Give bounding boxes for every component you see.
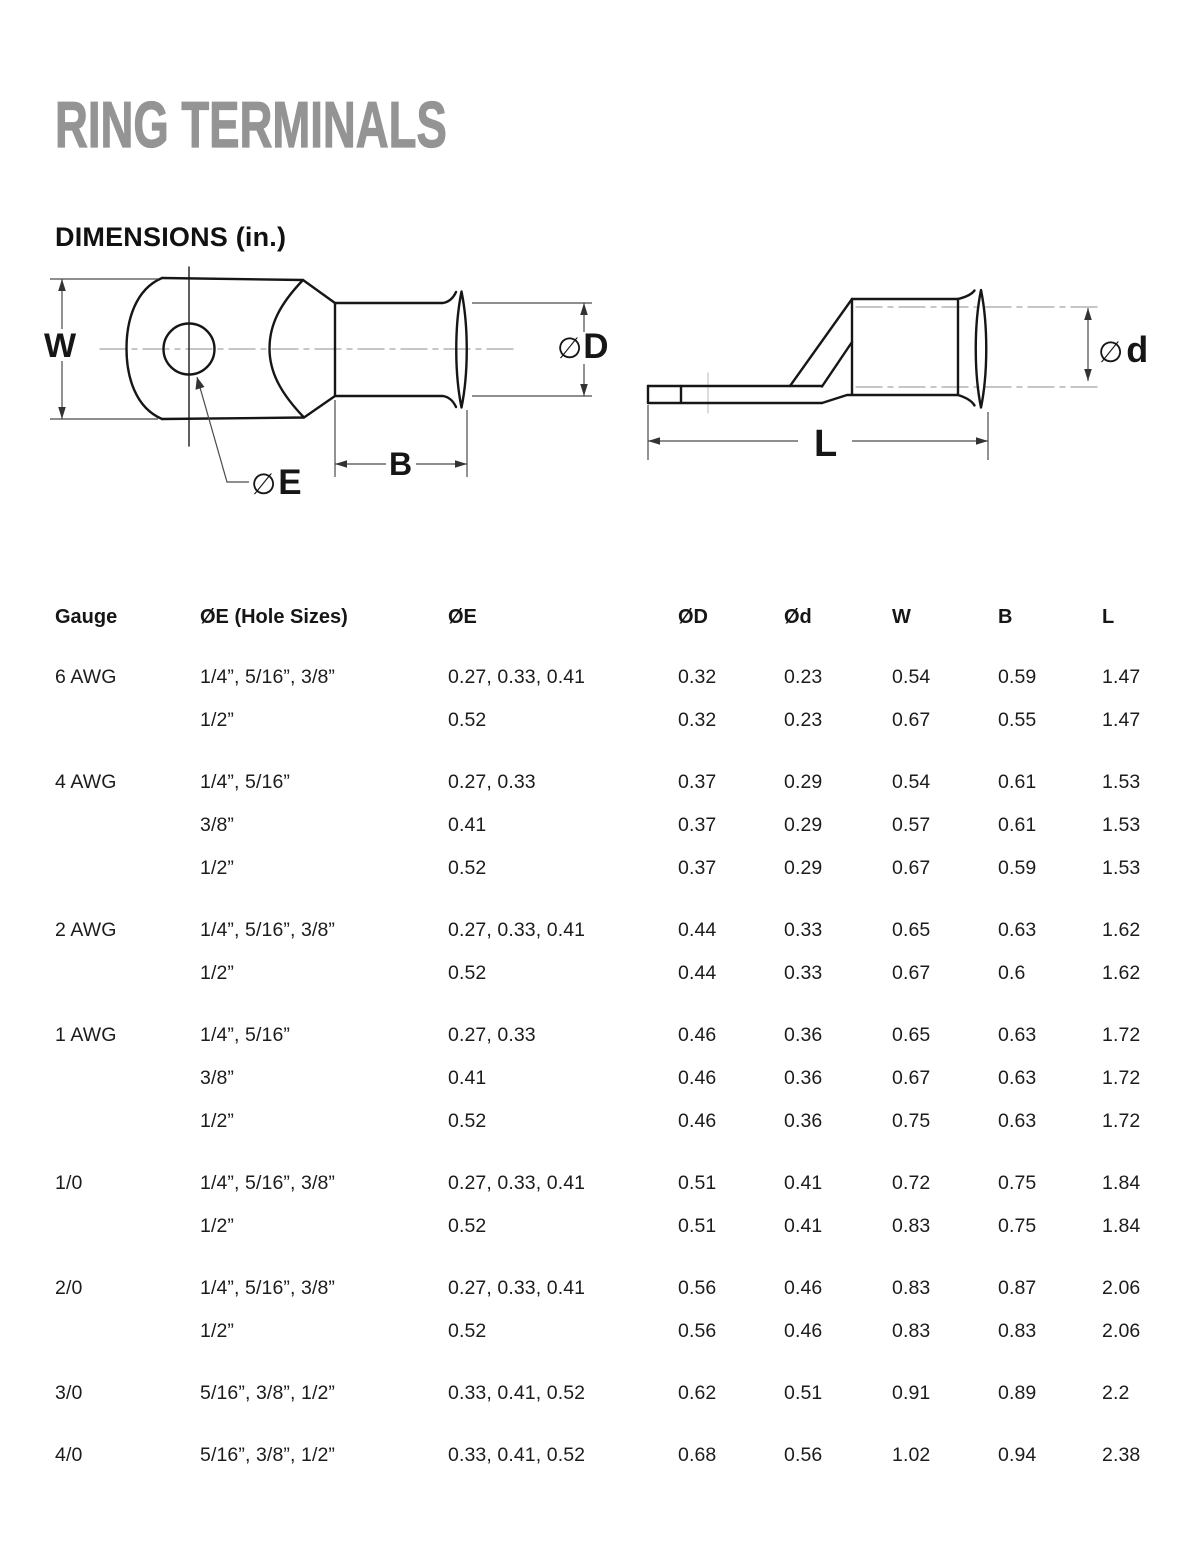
front-view-drawing — [100, 267, 516, 446]
table-cell: 0.27, 0.33, 0.41 — [448, 1172, 586, 1194]
table-cell: 0.72 — [892, 1172, 931, 1194]
column-header-hole-sizes: ØE (Hole Sizes) — [200, 606, 348, 628]
dimensions-heading: DIMENSIONS (in.) — [55, 222, 287, 252]
dim-label-outer-diameter: ∅D — [557, 327, 609, 366]
column-header-gauge: Gauge — [55, 606, 118, 628]
table-cell: 0.27, 0.33, 0.41 — [448, 1277, 586, 1299]
terminal-outline-top — [162, 278, 456, 303]
table-row — [0, 1067, 1200, 1110]
table-row — [0, 1215, 1200, 1258]
barrel-bottom-edge — [822, 395, 958, 403]
arrow-right-icon — [976, 437, 988, 445]
table-cell: 0.52 — [448, 1110, 487, 1132]
table-cell: 0.54 — [892, 771, 931, 793]
table-cell: 1/4”, 5/16” — [200, 771, 290, 793]
table-cell: 2.2 — [1102, 1382, 1130, 1404]
table-cell: 3/0 — [55, 1382, 83, 1404]
table-cell: 4 AWG — [55, 771, 117, 793]
table-cell: 1.84 — [1102, 1172, 1141, 1194]
table-cell: 0.75 — [998, 1172, 1037, 1194]
table-cell: 0.32 — [678, 666, 717, 688]
table-row — [0, 1024, 1200, 1067]
table-cell: 0.52 — [448, 962, 487, 984]
table-cell: 0.65 — [892, 919, 931, 941]
arrow-down-icon — [1084, 369, 1092, 381]
neck-inner-diagonal — [822, 342, 852, 387]
arrow-down-icon — [580, 384, 588, 396]
table-row — [0, 771, 1200, 814]
table-cell: 2/0 — [55, 1277, 83, 1299]
table-cell: 0.59 — [998, 857, 1037, 879]
table-cell: 0.67 — [892, 709, 931, 731]
table-cell: 1/4”, 5/16”, 3/8” — [200, 919, 336, 941]
dimensions-table — [0, 602, 1200, 1506]
table-cell: 1 AWG — [55, 1024, 117, 1046]
table-cell: 0.87 — [998, 1277, 1037, 1299]
table-cell: 1/2” — [200, 1215, 235, 1237]
column-header-b: B — [998, 606, 1013, 628]
table-row — [0, 1320, 1200, 1363]
table-cell: 0.91 — [892, 1382, 931, 1404]
table-cell: 0.41 — [448, 1067, 487, 1089]
table-row — [0, 814, 1200, 857]
gauge-group — [0, 1444, 1200, 1487]
table-cell: 1/2” — [200, 962, 235, 984]
table-cell: 0.65 — [892, 1024, 931, 1046]
table-cell: 0.51 — [678, 1172, 717, 1194]
table-cell: 0.83 — [892, 1320, 931, 1342]
hole-diameter-callout — [196, 377, 250, 482]
table-cell: 1.84 — [1102, 1215, 1141, 1237]
table-cell: 0.83 — [998, 1320, 1037, 1342]
gauge-group — [0, 1277, 1200, 1363]
table-cell: 0.61 — [998, 771, 1037, 793]
gauge-group — [0, 1172, 1200, 1258]
gauge-group — [0, 1024, 1200, 1153]
table-cell: 0.33 — [784, 962, 823, 984]
table-cell: 0.41 — [784, 1215, 823, 1237]
gauge-group — [0, 666, 1200, 752]
table-row — [0, 1110, 1200, 1153]
table-cell: 0.68 — [678, 1444, 717, 1466]
table-cell: 0.33, 0.41, 0.52 — [448, 1444, 586, 1466]
table-cell: 0.46 — [678, 1110, 717, 1132]
dim-label-barrel: B — [389, 446, 413, 482]
gauge-group — [0, 1382, 1200, 1425]
table-cell: 0.41 — [448, 814, 487, 836]
flare-neck-bottom — [958, 395, 975, 406]
column-header-w: W — [892, 606, 911, 628]
dim-label-inner-diameter: ∅d — [1098, 329, 1149, 370]
table-cell: 1/2” — [200, 857, 235, 879]
table-row — [0, 1444, 1200, 1487]
table-cell: 0.41 — [784, 1172, 823, 1194]
table-row — [0, 1172, 1200, 1215]
table-cell: 0.55 — [998, 709, 1037, 731]
arrow-up-icon — [580, 303, 588, 315]
table-cell: 0.75 — [998, 1215, 1037, 1237]
table-cell: 0.52 — [448, 1215, 487, 1237]
table-cell: 0.23 — [784, 666, 823, 688]
table-cell: 0.52 — [448, 709, 487, 731]
table-cell: 0.52 — [448, 1320, 487, 1342]
flare-neck-top — [958, 291, 975, 300]
table-cell: 2 AWG — [55, 919, 117, 941]
table-cell: 4/0 — [55, 1444, 83, 1466]
table-cell: 1/4”, 5/16”, 3/8” — [200, 1172, 336, 1194]
table-cell: 1.47 — [1102, 709, 1141, 731]
table-cell: 1.53 — [1102, 814, 1141, 836]
column-header-od-small: Ød — [784, 606, 812, 628]
dim-label-length: L — [814, 423, 838, 465]
table-cell: 0.61 — [998, 814, 1037, 836]
table-cell: 0.27, 0.33 — [448, 771, 536, 793]
table-cell: 1/2” — [200, 1110, 235, 1132]
table-cell: 1.62 — [1102, 919, 1141, 941]
table-cell: 0.83 — [892, 1215, 931, 1237]
table-cell: 0.27, 0.33 — [448, 1024, 536, 1046]
arrow-leader-icon — [196, 377, 205, 390]
table-cell: 0.56 — [784, 1444, 823, 1466]
table-row — [0, 1382, 1200, 1425]
table-cell: 1/4”, 5/16”, 3/8” — [200, 666, 336, 688]
neck-outer-diagonal — [790, 299, 852, 386]
table-cell: 0.44 — [678, 962, 717, 984]
table-cell: 1/4”, 5/16” — [200, 1024, 290, 1046]
table-cell: 0.67 — [892, 857, 931, 879]
table-cell: 1.53 — [1102, 857, 1141, 879]
table-cell: 1/2” — [200, 1320, 235, 1342]
technical-drawing — [0, 250, 1200, 550]
table-cell: 0.52 — [448, 857, 487, 879]
table-cell: 0.62 — [678, 1382, 717, 1404]
table-row — [0, 857, 1200, 900]
arrow-right-icon — [455, 460, 467, 468]
table-cell: 1/4”, 5/16”, 3/8” — [200, 1277, 336, 1299]
table-cell: 1.53 — [1102, 771, 1141, 793]
table-cell: 1.62 — [1102, 962, 1141, 984]
table-cell: 0.46 — [678, 1024, 717, 1046]
table-cell: 0.6 — [998, 962, 1026, 984]
table-cell: 0.83 — [892, 1277, 931, 1299]
table-row — [0, 1277, 1200, 1320]
table-cell: 1.72 — [1102, 1067, 1141, 1089]
table-cell: 0.29 — [784, 814, 823, 836]
table-cell: 0.44 — [678, 919, 717, 941]
table-row — [0, 962, 1200, 1005]
table-cell: 0.36 — [784, 1110, 823, 1132]
table-cell: 0.46 — [784, 1320, 823, 1342]
table-cell: 0.56 — [678, 1277, 717, 1299]
table-cell: 0.36 — [784, 1024, 823, 1046]
table-cell: 0.46 — [678, 1067, 717, 1089]
column-header-l: L — [1102, 606, 1115, 628]
table-cell: 1.02 — [892, 1444, 931, 1466]
arrow-up-icon — [58, 279, 66, 291]
table-body — [0, 666, 1200, 1487]
table-row — [0, 666, 1200, 709]
table-cell: 0.29 — [784, 857, 823, 879]
table-cell: 1/0 — [55, 1172, 83, 1194]
table-cell: 1.72 — [1102, 1024, 1141, 1046]
column-header-od: ØD — [678, 606, 708, 628]
table-cell: 0.27, 0.33, 0.41 — [448, 919, 586, 941]
table-cell: 0.37 — [678, 814, 717, 836]
table-cell: 0.67 — [892, 962, 931, 984]
table-cell: 5/16”, 3/8”, 1/2” — [200, 1444, 336, 1466]
arrow-left-icon — [648, 437, 660, 445]
table-cell: 0.56 — [678, 1320, 717, 1342]
table-cell: 1.72 — [1102, 1110, 1141, 1132]
table-cell: 0.37 — [678, 857, 717, 879]
column-header-oe: ØE — [448, 606, 477, 628]
table-cell: 0.37 — [678, 771, 717, 793]
table-cell: 0.75 — [892, 1110, 931, 1132]
table-cell: 0.27, 0.33, 0.41 — [448, 666, 586, 688]
table-cell: 0.67 — [892, 1067, 931, 1089]
table-cell: 0.51 — [678, 1215, 717, 1237]
table-cell: 0.63 — [998, 1110, 1037, 1132]
side-view-drawing — [648, 290, 1100, 413]
table-row — [0, 919, 1200, 962]
table-cell: 3/8” — [200, 1067, 235, 1089]
table-cell: 2.38 — [1102, 1444, 1141, 1466]
table-cell: 0.32 — [678, 709, 717, 731]
arrow-down-icon — [58, 407, 66, 419]
table-cell: 0.63 — [998, 1067, 1037, 1089]
table-cell: 0.89 — [998, 1382, 1037, 1404]
page-title: RING TERMINALS — [55, 88, 447, 161]
table-cell: 0.46 — [784, 1277, 823, 1299]
table-cell: 2.06 — [1102, 1320, 1141, 1342]
table-cell: 0.63 — [998, 1024, 1037, 1046]
flare-rim — [976, 290, 987, 408]
table-cell: 5/16”, 3/8”, 1/2” — [200, 1382, 336, 1404]
table-cell: 0.33, 0.41, 0.52 — [448, 1382, 586, 1404]
table-cell: 0.23 — [784, 709, 823, 731]
table-cell: 0.36 — [784, 1067, 823, 1089]
arrow-left-icon — [335, 460, 347, 468]
gauge-group — [0, 919, 1200, 1005]
table-cell: 0.94 — [998, 1444, 1037, 1466]
table-cell: 3/8” — [200, 814, 235, 836]
table-row — [0, 709, 1200, 752]
table-cell: 0.57 — [892, 814, 931, 836]
table-cell: 0.54 — [892, 666, 931, 688]
table-cell: 1/2” — [200, 709, 235, 731]
table-cell: 2.06 — [1102, 1277, 1141, 1299]
table-cell: 1.47 — [1102, 666, 1141, 688]
dim-label-w: W — [44, 327, 77, 365]
table-cell: 0.63 — [998, 919, 1037, 941]
gauge-group — [0, 771, 1200, 900]
table-cell: 6 AWG — [55, 666, 117, 688]
arrow-up-icon — [1084, 308, 1092, 320]
table-cell: 0.59 — [998, 666, 1037, 688]
table-cell: 0.51 — [784, 1382, 823, 1404]
dim-label-hole-diameter: ∅E — [251, 463, 302, 502]
inner-diameter-dimension — [1084, 308, 1092, 381]
table-header-row — [0, 602, 1200, 666]
table-cell: 0.29 — [784, 771, 823, 793]
table-cell: 0.33 — [784, 919, 823, 941]
